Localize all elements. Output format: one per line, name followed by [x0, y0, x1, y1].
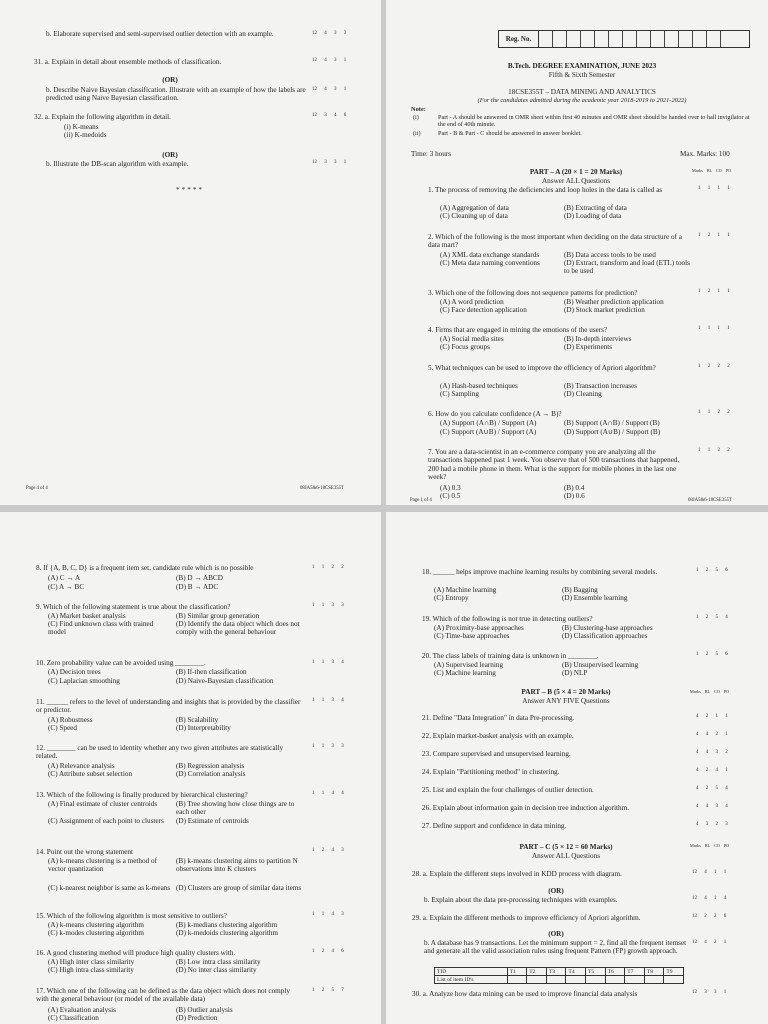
- option: (D) Experiments: [564, 343, 613, 351]
- question-13: 13. Which of the following is finally produced by hierarchical clustering?: [36, 791, 248, 799]
- question-31b: b. Describe Naive Bayesian classification. Illustrate with an example of how the labels are predicted using Naive Bayesian classification.: [46, 86, 306, 103]
- option: (B) Weather prediction application: [564, 298, 664, 306]
- note-label: Note:: [411, 106, 426, 113]
- subpart-ii: (ii) K-medoids: [64, 131, 107, 139]
- option: (D) Interpretability: [176, 724, 231, 732]
- transaction-header: T6: [605, 968, 625, 976]
- question-18: 18. ______ helps improve machine learning results by combining several models.: [422, 568, 658, 576]
- marks: 1 1 1 1: [698, 186, 730, 191]
- marks: 12 4 3 1: [312, 58, 347, 63]
- marks: 12 2 2 6: [692, 914, 727, 919]
- marks: 4 2 4 1: [696, 768, 728, 773]
- transaction-header: T2: [527, 968, 547, 976]
- question-32b: b. Illustrate the DB-scan algorithm with example.: [46, 160, 189, 168]
- option: (B) 0.4: [564, 484, 585, 492]
- option: (D) NLP: [562, 669, 588, 677]
- question-7: 7. You are a data-scientist in an e-commerce company you are analyzing all the transactions happened past 1 week. You observe that of 500 transactions that happened, 200 had a mobile phone in them. What is the support for mobile phones in the last one week?: [428, 448, 680, 482]
- marks: 1 2 1 1: [698, 233, 730, 238]
- marks: 4 2 5 4: [696, 786, 728, 791]
- marks: 12 4 1 4: [692, 896, 727, 901]
- question-19: 19. Which of the following is not true in detecting outliers?: [422, 615, 593, 623]
- part-c-title: PART – C (5 × 12 = 60 Marks): [519, 843, 613, 851]
- question-30a: 30. a. Analyze how data mining can be used to improve financial data analysis: [412, 990, 638, 998]
- exam-page-1: [386, 0, 768, 505]
- question-15: 15. Which of the following algorithm is most sensitive to outliers?: [36, 912, 227, 920]
- option: (C) Machine learning: [434, 669, 496, 677]
- marks: 4 4 3 4: [696, 804, 728, 809]
- option: (C) Attribute subset selection: [48, 770, 133, 778]
- option: (C) A → BC: [48, 583, 85, 591]
- or-divider: (OR): [162, 151, 178, 159]
- option: (C) Face detection application: [440, 306, 527, 314]
- question-25: 25. List and explain the four challenges of outlier detection.: [422, 786, 594, 794]
- part-a-title: PART – A (20 × 1 = 20 Marks): [529, 168, 623, 176]
- option: (C) High intra class similarity: [48, 966, 134, 974]
- row-label: List of item ID's: [435, 976, 508, 984]
- option: (A) Proximity-base approaches: [434, 624, 524, 632]
- option: (B) In-depth interviews: [564, 335, 632, 343]
- question-31a: 31. a. Explain in detail about ensemble methods of classification.: [34, 58, 222, 66]
- exam-page-3: [386, 512, 768, 1024]
- option: (C) Classification: [48, 1014, 99, 1022]
- question-4: 4. Firms that are engaged in mining the emotions of the users?: [428, 326, 608, 334]
- note-number: (ii): [413, 130, 421, 137]
- option: (C) Time-base approaches: [434, 632, 510, 640]
- marks: 12 4 3 1: [312, 87, 347, 92]
- option: (C) 0.5: [440, 492, 461, 500]
- option: (C) k-nearest neighbor is same as k-means: [48, 884, 171, 892]
- exam-page-2: [0, 512, 381, 1024]
- end-stars: *****: [176, 186, 204, 194]
- option: (D) No inter class similarity: [176, 966, 257, 974]
- transaction-header: T4: [566, 968, 586, 976]
- marks: 1 2 2 2: [698, 364, 730, 369]
- option: (B) Clustering-base approaches: [562, 624, 653, 632]
- question-14: 14. Point out the wrong statement: [36, 848, 134, 856]
- option: (C) Sampling: [440, 390, 479, 398]
- option: (B) Unsupervised learning: [562, 661, 639, 669]
- marks: 1 2 5 6: [696, 568, 728, 573]
- option: (A) High inter class similarity: [48, 958, 135, 966]
- option: (D) Classification approaches: [562, 632, 648, 640]
- option: (C) k-modes clustering algorithm: [48, 929, 145, 937]
- reg-no-box: [498, 30, 750, 48]
- option: (A) Aggregation of data: [440, 204, 509, 212]
- marks: 1 1 3 3: [312, 603, 344, 608]
- option: (B) k-means clustering aims to partition N observations into K clusters: [176, 857, 298, 874]
- question-29a: 29. a. Explain the different methods to improve efficiency of Apriori algorithm.: [412, 914, 641, 922]
- marks: 1 1 2 2: [698, 410, 730, 415]
- question-6: 6. How do you calculate confidence (A → B)?: [428, 410, 562, 418]
- marks: 4 2 1 1: [696, 714, 728, 719]
- marks: 12 3 3 1: [312, 160, 347, 165]
- option: (B) Support (A∩B) / Support (B): [564, 419, 660, 427]
- option: (B) If-then classification: [176, 668, 247, 676]
- option: (A) A word prediction: [440, 298, 504, 306]
- option: (D) Extract, transform and load (ETL) tools to be used: [564, 259, 690, 276]
- transaction-header: T7: [625, 968, 645, 976]
- marks-header: Marks BL CO PO: [690, 689, 730, 694]
- part-b-instruction: Answer ANY FIVE Questions: [522, 697, 610, 705]
- note-number: (i): [413, 114, 419, 121]
- option: (C) Laplacian smoothing: [48, 677, 120, 685]
- option: (B) Outlier analysis: [176, 1006, 233, 1014]
- marks-header: Marks BL CO PO: [690, 843, 730, 848]
- option: (A) Robustness: [48, 716, 93, 724]
- marks: 1 2 4 6: [312, 949, 344, 954]
- marks: 1 2 1 1: [698, 289, 730, 294]
- option: (D) Stock market prediction: [564, 306, 645, 314]
- marks: 1 1 1 1: [698, 326, 730, 331]
- marks: 1 1 2 2: [312, 565, 344, 570]
- option: (C) Support (A∪B) / Support (A): [440, 428, 537, 436]
- transaction-header: T9: [664, 968, 684, 976]
- part-c-instruction: Answer ALL Questions: [531, 852, 600, 860]
- or-divider: (OR): [548, 930, 564, 938]
- option: (A) Machine learning: [434, 586, 497, 594]
- exam-title: B.Tech. DEGREE EXAMINATION, JUNE 2023: [507, 62, 657, 70]
- question-8: 8. If {A, B, C, D} is a frequent item set, candidate rule which is no possible: [36, 564, 254, 572]
- question-29b: b. A database has 9 transactions. Let the minimum support = 2, find all the frequent itemset and generate all the valid association rules using frequent Pattern (FP) growth approach.: [424, 939, 687, 956]
- option: (B) k-medians clustering algorithm: [176, 921, 278, 929]
- option: (C) Entropy: [434, 594, 469, 602]
- question-30b: b. Elaborate supervised and semi-supervised outlier detection with an example.: [46, 30, 274, 38]
- option: (D) 0.6: [564, 492, 585, 500]
- option: (C) Cleaning up of data: [440, 212, 508, 220]
- marks: 1 2 5 7: [312, 988, 344, 993]
- or-divider: (OR): [548, 887, 564, 895]
- paper-code: 08JA5&6-18CSE355T: [300, 486, 344, 491]
- option: (D) B → ADC: [176, 583, 219, 591]
- marks: 1 1 3 4: [312, 698, 344, 703]
- marks: 4 3 2 3: [696, 822, 728, 827]
- option: (D) Support (A∪B) / Support (B): [564, 428, 661, 436]
- option: (C) Meta data naming conventions: [440, 259, 540, 267]
- question-12: 12. ________ can be used to identity whether any two given attributes are statistically related.: [36, 744, 284, 761]
- question-3: 3. Which one of the following does not sequence patterns for prediction?: [428, 289, 638, 297]
- reg-no-label: Reg. No.: [499, 31, 539, 47]
- marks: 1 1 2 2: [698, 448, 730, 453]
- question-2: 2. Which of the following is the most important when deciding on the data structure of a data mart?: [428, 233, 682, 250]
- question-22: 22. Explain market-basket analysis with an example.: [422, 732, 574, 740]
- option: (B) Regression analysis: [176, 762, 245, 770]
- marks: 1 1 3 3: [312, 744, 344, 749]
- option: (B) Scalability: [176, 716, 219, 724]
- question-27: 27. Define support and confidence in data mining.: [422, 822, 567, 830]
- option: (B) Data access tools to be used: [564, 251, 656, 259]
- option: (B) Transaction increases: [564, 382, 638, 390]
- table-row: [435, 976, 684, 984]
- question-28b: b. Explain about the data pre-processing techniques with examples.: [424, 896, 618, 904]
- paper-code: 08JA5&6-18CSE355T: [688, 498, 732, 503]
- marks: 4 4 3 2: [696, 750, 728, 755]
- marks: 12 4 3 3: [312, 31, 347, 36]
- option: (C) Speed: [48, 724, 77, 732]
- option: (B) Extracting of data: [564, 204, 627, 212]
- option: (A) Decision trees: [48, 668, 101, 676]
- marks: 12 3 3 1: [692, 990, 727, 995]
- transaction-header: T5: [586, 968, 606, 976]
- note-ii: Part - B & Part - C should be answered in answer booklet.: [438, 130, 582, 137]
- option: (A) Evaluation analysis: [48, 1006, 116, 1014]
- question-20: 20. The class labels of training data is unknown in ________.: [422, 652, 599, 660]
- marks: 1 1 4 4: [312, 791, 344, 796]
- marks: 1 1 3 4: [312, 660, 344, 665]
- option: (A) Social media sites: [440, 335, 504, 343]
- option: (A) Support (A∩B) / Support (A): [440, 419, 537, 427]
- option: (B) Tree showing how close things are to each other: [176, 800, 295, 817]
- question-28a: 28. a. Explain the different steps involved in KDD process with diagram.: [412, 870, 622, 878]
- batch-note: (For the candidates admitted during the academic year 2018-2019 to 2021-2022): [477, 97, 687, 104]
- option: (D) Cleaning: [564, 390, 602, 398]
- marks-header: Marks BL CO PO: [692, 168, 732, 173]
- marks: 1 2 5 6: [696, 652, 728, 657]
- option: (D) Ensemble learning: [562, 594, 628, 602]
- marks: 12 4 1 1: [692, 870, 727, 875]
- option: (D) Naive-Bayesian classification: [176, 677, 274, 685]
- question-17: 17. Which one of the following can be defined as the data object which does not comply with the general behaviour (or model of the available data): [36, 987, 290, 1004]
- exam-page-4: [0, 0, 381, 505]
- question-32a: 32. a. Explain the following algorithm in detail.: [34, 113, 171, 121]
- question-1: 1. The process of removing the deficiencies and loop holes in the data is called as: [428, 186, 663, 194]
- marks: 1 2 5 4: [696, 615, 728, 620]
- option: (C) Assignment of each point to clusters: [48, 817, 164, 825]
- subpart-i: (i) K-means: [64, 123, 99, 131]
- table-header-row: [435, 968, 684, 976]
- question-21: 21. Define "Data Integration" in data Pre-processing.: [422, 714, 575, 722]
- transaction-header: T1: [507, 968, 527, 976]
- option: (D) Loading of data: [564, 212, 622, 220]
- question-10: 10. Zero probability value can be avoided using ________.: [36, 659, 206, 667]
- semester: Fifth & Sixth Semester: [548, 71, 616, 79]
- or-divider: (OR): [162, 76, 178, 84]
- marks: 12 3 4 6: [312, 113, 347, 118]
- marks: 4 4 2 1: [696, 732, 728, 737]
- part-b-title: PART – B (5 × 4 = 20 Marks): [521, 688, 611, 696]
- max-marks: Max. Marks: 100: [680, 150, 730, 158]
- note-i: Part - A should be answered in OMR sheet within first 40 minutes and OMR sheet should be handed over to hall invigilator at the end of 40th minute.: [438, 114, 750, 129]
- option: (A) k-means clustering algorithm: [48, 921, 145, 929]
- option: (A) Market basket analysis: [48, 612, 126, 620]
- marks: 12 4 2 1: [692, 940, 727, 945]
- question-5: 5. What techniques can be used to improve the efficiency of Apriori algorithm?: [428, 364, 656, 372]
- option: (B) D → ABCD: [176, 574, 223, 582]
- question-26: 26. Explain about information gain in decision tree induction algorithm.: [422, 804, 629, 812]
- option: (A) C → A: [48, 574, 81, 582]
- option: (B) Bagging: [562, 586, 598, 594]
- marks: 1 1 4 3: [312, 912, 344, 917]
- option: (A) Supervised learning: [434, 661, 504, 669]
- option: (A) k-means clustering is a method of vector quantization: [48, 857, 157, 874]
- question-11: 11. ______ refers to the level of understanding and insights that is provided by the classifier or predictor.: [36, 698, 301, 715]
- option: (C) Find unknown class with trained model: [48, 620, 154, 637]
- option: (A) Relevance analysis: [48, 762, 115, 770]
- option: (D) Prediction: [176, 1014, 218, 1022]
- option: (A) XML data exchange standards: [440, 251, 540, 259]
- marks: 1 2 4 3: [312, 848, 344, 853]
- time-allowed: Time: 3 hours: [411, 150, 452, 158]
- option: (B) Low intra class similarity: [176, 958, 261, 966]
- option: (D) Correlation analysis: [176, 770, 246, 778]
- page-number: Page 1 of 4: [410, 498, 432, 503]
- question-9: 9. Which of the following statement is true about the classification?: [36, 603, 231, 611]
- question-24: 24. Explain "Partitioning method" in clustering.: [422, 768, 560, 776]
- option: (A) 0.3: [440, 484, 461, 492]
- transaction-header: T3: [546, 968, 566, 976]
- part-a-instruction: Answer ALL Questions: [541, 177, 610, 185]
- option: (A) Final estimate of cluster centroids: [48, 800, 158, 808]
- transaction-header: T8: [644, 968, 664, 976]
- course-title: 18CSE355T – DATA MINING AND ANALYTICS: [508, 88, 656, 96]
- option: (D) Estimate of centroids: [176, 817, 249, 825]
- transaction-table: [434, 967, 684, 984]
- option: (D) Identify the data object which does not comply with the general behaviour: [176, 620, 300, 637]
- page-number: Page 4 of 4: [26, 486, 48, 491]
- option: (C) Focus groups: [440, 343, 490, 351]
- tid-header: TID: [435, 968, 508, 976]
- question-23: 23. Compare supervised and unsupervised learning.: [422, 750, 571, 758]
- option: (D) Clusters are group of similar data items: [176, 884, 302, 892]
- question-16: 16. A good clustering method will produce high quality clusters with.: [36, 949, 236, 957]
- option: (D) k-medoids clustering algorithm: [176, 929, 279, 937]
- option: (A) Hash-based techniques: [440, 382, 518, 390]
- option: (B) Similar group generation: [176, 612, 260, 620]
